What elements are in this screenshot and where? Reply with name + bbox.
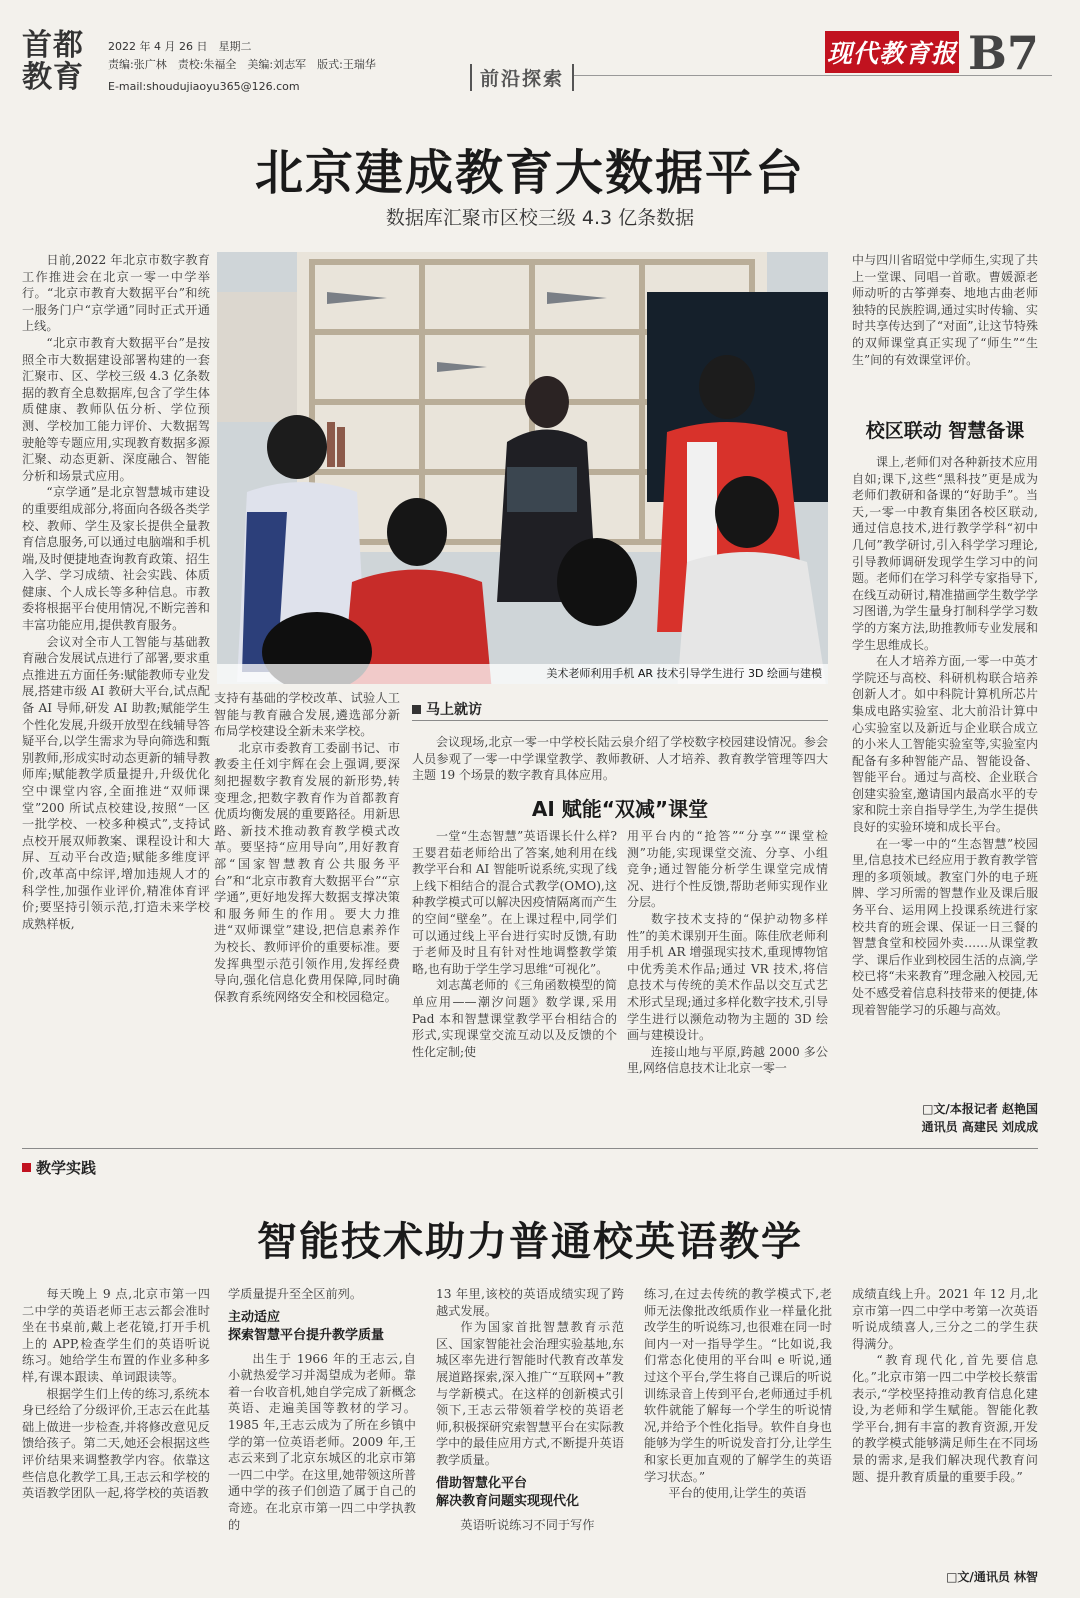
teaching-practice-tag-label: 教学实践 <box>36 1159 97 1177</box>
article1-column-1 <box>22 252 210 1098</box>
onsite-tag-label: 马上就访 <box>426 702 482 718</box>
square-bullet-icon <box>412 705 421 714</box>
article2-column-4 <box>644 1286 832 1586</box>
paragraph: 作为国家首批智慧教育示范区、国家智能社会治理实验基地,东城区率先进行智能时代教育改革发展道路探索,深入推广“互联网+”教与学新模式。在这样的创新模式引领下,王志云带领着学校的英语老师,积极探研究索智慧平台在实际教学中的最佳应用方式,不断提升英语教学质量。 <box>436 1320 624 1467</box>
article2-column-2 <box>228 1286 416 1586</box>
subhead-smart-platform: 借助智慧化平台 <box>436 1475 528 1491</box>
paragraph: 中与四川省昭觉中学师生,实现了共上一堂课、同唱一首歌。曹媛源老师动听的古筝弹奏、地地古曲老师独特的民族腔调,通过实时传输、实时共享传达到了“对面”,让这节特殊的双师课堂真正实现了“师生”“生生”间的有效课堂评价。 <box>852 253 1038 367</box>
article1-headline: 北京建成教育大数据平台 <box>254 145 805 201</box>
byline-reporter: □文/本报记者 赵艳国 <box>922 1102 1038 1116</box>
article1-column-4 <box>627 828 828 1098</box>
paragraph: 课上,老师们对各种新技术应用自如;课下,这些“黑科技”更是成为老师们教研和备课的“好助手”。当天,一零一中教育集团各校区联动,通过信息技术,进行教学学科“初中几何”教学研讨,引入科学学习理论,引导教师调研发现学生学习中的问题。老师们在学习科学专家指导下,在线互动研讨,精准描画学生数学学习图谱,为学生量身打制科学学习数学的方案方法,助推教师专业发展和学生思维成长。 <box>852 455 1038 652</box>
article2-column-5 <box>852 1286 1038 1518</box>
paragraph: 学质量提升至全区前列。 <box>228 1287 363 1301</box>
onsite-tag <box>412 699 482 719</box>
paragraph: 连接山地与平原,跨越 2000 多公里,网络信息技术让北京一零一 <box>627 1044 828 1076</box>
paragraph: 日前,2022 年北京市数字教育工作推进会在北京一零一中学举行。“北京市教育大数据平台”和统一服务门户“京学通”同时正式开通上线。 <box>22 253 210 334</box>
article1-column-5-top <box>852 252 1038 402</box>
issue-date: 2022 年 4 月 26 日 星期二 <box>108 40 252 53</box>
paragraph: 根据学生们上传的练习,系统本身已经给了分级评价,王志云在此基础上做进一步检查,并将修改意见反馈给孩子。第二天,她还会根据这些评价结果来调整教学内容。依靠这些信息化教学工具,王志云和学校的英语教学团队一起,将学校的英语教 <box>22 1386 210 1501</box>
byline-correspondents: 通讯员 高建民 刘成成 <box>921 1120 1038 1134</box>
paragraph: 每天晚上 9 点,北京市第一四二中学的英语老师王志云都会准时坐在书桌前,戴上老花镜,打开手机上的 APP,检查学生们的英语听说练习。她给学生布置的作业多种多样,有课本跟读、单词跟读等。 <box>22 1287 210 1384</box>
paragraph: 数字技术支持的“保护动物多样性”的美术课别开生面。陈佳欣老师利用手机 AR 增强现实技术,重现博物馆中优秀美术作品;通过 VR 技术,将信息技术与传统的美术作品以交互式艺术形式呈现;通过多样化数字技术,引导学生进行以濒危动物为主题的 3D 绘画与建模设计。 <box>627 911 828 1043</box>
onsite-intro <box>412 734 828 786</box>
column-name: 前沿探索 <box>470 64 574 91</box>
article1-subheadline: 数据库汇聚市区校三级 4.3 亿条数据 <box>385 207 695 229</box>
paragraph: 用平台内的“抢答”“分享”“课堂检测”功能,实现课堂交流、分享、小组竞争;通过智能分析学生课堂完成情况、进行个性反馈,帮助老师实现作业分层。 <box>627 829 828 910</box>
onsite-rule <box>412 720 828 721</box>
paragraph: 平台的使用,让学生的英语 <box>668 1486 807 1501</box>
contact-email[interactable]: E-mail:shoudujiaoyu365@126.com <box>108 80 300 93</box>
section-name <box>22 30 84 94</box>
article2-column-1 <box>22 1286 210 1586</box>
paragraph: 英语听说练习不同于写作 <box>460 1517 595 1532</box>
subhead-campus-linkage: 校区联动 智慧备课 <box>865 420 1025 442</box>
paragraph: 北京市委教育工委副书记、市教委主任刘宇辉在会上强调,要深刻把握数字教育发展的新形势,转变理念,把数字教育作为首都教育优质均衡发展的重要路径。用新思路、新技术推动教育教学模式改革。要坚持“应用导向”,用好教育部“国家智慧教育公共服务平台”和“北京市教育大数据平台”“京学通”,更好地发挥大数据支撑决策和服务师生的作用。要大力推进“双师课堂”建设,把信息素养作为校长、教师评价的重要标准。要发挥典型示范引领作用,发挥经费导向,强化信息化费用保障,同时确保教育系统网络安全和校园稳定。 <box>214 740 400 1004</box>
article1-column-3 <box>412 828 617 1098</box>
section-divider <box>22 1148 1038 1149</box>
subhead-active-adapt: 主动适应 <box>228 1309 281 1325</box>
paragraph: “京学通”是北京智慧城市建设的重要组成部分,将面向各级各类学校、教师、学生及家长提供全量教育信息服务,可以通过电脑端和手机端,及时便捷地查询教育政策、招生入学、学习成绩、社会实践、体质健康、个人成长等多种信息。市教委将根据平台使用情况,不断完善和丰富功能应用,提供教育服务。 <box>22 485 210 633</box>
photo-caption: 美术老师利用手机 AR 技术引导学生进行 3D 绘画与建模 <box>217 664 828 684</box>
paragraph: 刘志萬老师的《三角函数模型的简单应用——潮汐问题》数学课,采用 Pad 本和智慧课堂教学平台相结合的形式,实现课堂交流互动以及反馈的个性化定制;使 <box>412 978 617 1059</box>
paragraph: 在人才培养方面,一零一中英才学院还与高校、科研机构联合培养创新人才。如中科院计算机所芯片集成电路实验室、北大前沿计算中心实验室以及新近与企业联合成立的小米人工智能实验室等,实验室内配备有多种智能产品、智能设备、智能平台。通过与高校、企业联合创建实验室,邀请国内最高水平的专家和院士亲自指导学生,为学生提供良好的实验环境和成长平台。 <box>852 654 1038 835</box>
paragraph: 会议对全市人工智能与基础教育融合发展试点进行了部署,要求重点推进五方面任务:赋能教师专业发展,搭建市级 AI 教研大平台,试点配备 AI 导师,研发 AI 助教;赋能学生个性化发展,升级开放型在线辅导答疑平台,以学生需求为导向筛选和甄别教师,形成实时动态更新的辅导教师库;赋能教学质量提升,升级优化空中课堂内容,全面推进“双师课堂”200 所试点校建设,按照“一区一批学校、一校多种模式”,支持试点校开展双师教案、课程设计和大屏、互动平台改造;赋能多维度评价,改革高中综评,增加违规人才的科学性,加强作业评价,精准体育评价;要坚持引领示范,打造未来学校成熟样板, <box>22 634 210 931</box>
article2-byline: □文/通讯员 林智 <box>946 1570 1038 1584</box>
subhead-ai-classroom: AI 赋能“双减”课堂 <box>531 797 709 821</box>
paragraph: 成绩直线上升。2021 年 12 月,北京市第一四二中学中考第一次英语听说成绩喜人,三分之二的学生获得满分。 <box>852 1287 1038 1351</box>
page-number: B7 <box>968 26 1039 80</box>
article1-byline <box>852 1100 1038 1136</box>
paragraph: 13 年里,该校的英语成绩实现了跨越式发展。 <box>436 1287 624 1318</box>
paragraph: 练习,在过去传统的教学模式下,老师无法像批改纸质作业一样量化批改学生的听说练习,也很难在同一时间内一对一指导学生。“比如说,我们常态化使用的平台叫 e 听说,通过这个平台,学生将自己课后的听说训练录音上传到平台,老师通过手机软件就能了解每一个学生的听说情况,并给予个性化指导。软件自身也能够为学生的听说发音打分,让学生和家长更加直观的了解学生的英语学习状态。” <box>644 1287 832 1484</box>
teaching-practice-tag <box>22 1157 96 1178</box>
article1-column-5 <box>852 454 1038 1096</box>
paragraph: “北京市教育大数据平台”是按照全市大数据建设部署构建的一套汇聚市、区、学校三级 4.3 亿条数据的教育全息数据库,包含了学生体质健康、教师队伍分析、学位预测、学校加工能力评价、大数据驾驶舱等专题应用,实现教育数据多源汇聚、动态更新、深度融合、智能分析和场景式应用。 <box>22 335 210 483</box>
subhead-explore-platform: 探索智慧平台提升教学质量 <box>228 1327 385 1343</box>
article2-headline: 智能技术助力普通校英语教学 <box>257 1218 803 1265</box>
paragraph: 支持有基础的学校改革、试验人工智能与教育融合发展,遴选部分新布局学校建设全新未来学校。 <box>214 691 400 739</box>
section-name-line2: 教育 <box>22 60 84 95</box>
square-bullet-icon <box>22 1163 31 1172</box>
section-name-line1: 首都 <box>22 28 84 63</box>
newspaper-logo: 现代教育报 <box>825 31 959 73</box>
paragraph: 出生于 1966 年的王志云,自小就热爱学习并渴望成为老师。靠着一台收音机,她自学完成了新概念英语、走遍美国等教材的学习。1985 年,王志云成为了所在乡镇中学的第一位英语老师。2009 年,王志云来到了北京东城区的北京市第一四二中学。在这里,她带领这所普通中学的孩子们创造了属于自己的奇迹。在北京市第一四二中学执教的 <box>228 1351 416 1532</box>
paragraph: 会议现场,北京一零一中学校长陆云泉介绍了学校数字校园建设情况。参会人员参观了一零一中学课堂教学、教师教研、人才培养、教育教学管理等四大主题 19 个场景的数字教育具体应用。 <box>412 735 828 783</box>
subhead-solve-problems: 解决教育问题实现现代化 <box>436 1493 580 1509</box>
paragraph: “教育现代化,首先要信息化。”北京市第一四二中学校长蔡雷表示,“学校坚持推动教育信息化建设,为老师和学生赋能。智能化教学平台,拥有丰富的教育资源,开发的教学模式能够满足师生在不同场景的需求,是我们解决现代教育问题、提升教育质量的重要手段。” <box>852 1353 1038 1484</box>
classroom-photo-illustration <box>217 252 828 684</box>
paragraph: 在一零一中的“生态智慧”校园里,信息技术已经应用于教育教学管理的多项领域。教室门外的电子班牌、学习所需的智慧作业及课后服务平台、运用网上投课系统进行家校共育的班会课、保证一日三餐的智慧食堂和校园外卖……从课堂教学、课后作业到校园生活的点滴,学校已将“未来教育”理念融入校园,无处不感受着信息科技带来的便捷,体现着智能学习的乐趣与高效。 <box>852 836 1038 1017</box>
editor-credits: 责编:张广林 责校:朱福全 美编:刘志军 版式:王瑞华 <box>108 58 376 71</box>
article2-column-3 <box>436 1286 624 1586</box>
paragraph: 一堂“生态智慧”英语课长什么样?王婴君茹老师给出了答案,她利用在线教学平台和 AI 智能听说系统,实现了线上线下相结合的混合式教学(OMO),这种教学模式可以解决因疫情隔离而产生的空间“壁垒”。在上课过程中,同学们可以通过线上平台进行实时反馈,有助于老师及时且有针对性地调整教学策略,也有助于学生学习思维“可视化”。 <box>412 829 617 976</box>
article1-column-2 <box>214 690 400 1096</box>
article1-photo <box>217 252 828 684</box>
